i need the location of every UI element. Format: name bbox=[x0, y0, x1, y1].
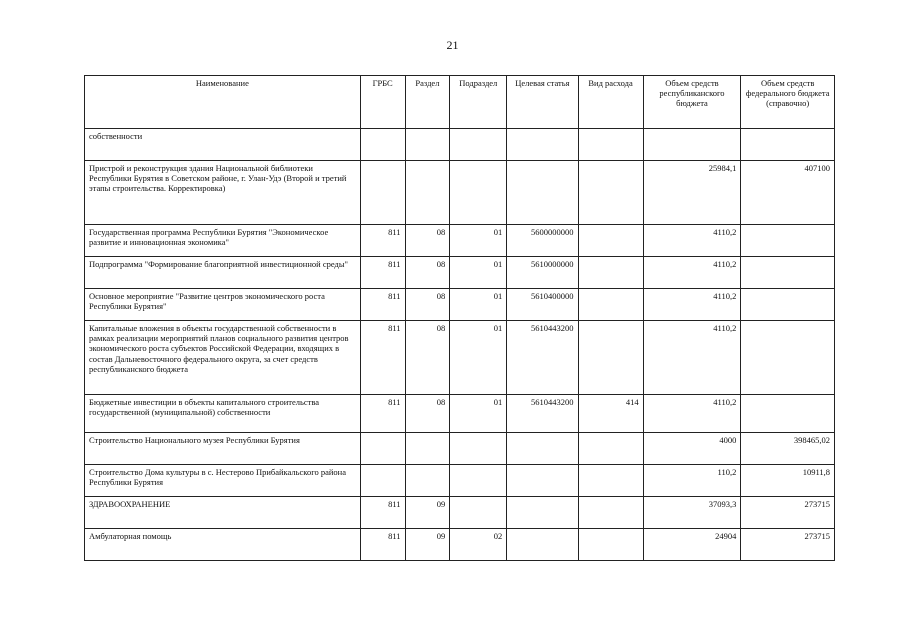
cell-target bbox=[507, 465, 578, 497]
cell-name: Амбулаторная помощь bbox=[85, 529, 361, 561]
cell-expense-type bbox=[578, 289, 643, 321]
cell-federal bbox=[741, 395, 835, 433]
cell-section bbox=[405, 465, 450, 497]
cell-name: Государственная программа Республики Бурятия "Экономическое развитие и инновационная экономика" bbox=[85, 225, 361, 257]
cell-grbs bbox=[360, 161, 405, 225]
table-row bbox=[85, 257, 835, 289]
cell-section: 08 bbox=[405, 321, 450, 395]
table-row bbox=[85, 395, 835, 433]
cell-expense-type bbox=[578, 257, 643, 289]
cell-section: 08 bbox=[405, 289, 450, 321]
cell-subsection bbox=[450, 129, 507, 161]
header-target: Целевая статья bbox=[507, 76, 578, 129]
cell-section bbox=[405, 433, 450, 465]
cell-grbs bbox=[360, 433, 405, 465]
cell-federal: 10911,8 bbox=[741, 465, 835, 497]
cell-name: Строительство Национального музея Республики Бурятия bbox=[85, 433, 361, 465]
cell-section: 08 bbox=[405, 395, 450, 433]
cell-grbs: 811 bbox=[360, 395, 405, 433]
table-row bbox=[85, 529, 835, 561]
cell-target bbox=[507, 129, 578, 161]
cell-target: 5610443200 bbox=[507, 395, 578, 433]
table-row bbox=[85, 289, 835, 321]
table-row bbox=[85, 225, 835, 257]
table-row bbox=[85, 433, 835, 465]
cell-expense-type bbox=[578, 465, 643, 497]
table-row bbox=[85, 497, 835, 529]
cell-target: 5610400000 bbox=[507, 289, 578, 321]
cell-name: Основное мероприятие "Развитие центров экономического роста Республики Бурятия" bbox=[85, 289, 361, 321]
cell-grbs: 811 bbox=[360, 321, 405, 395]
cell-target bbox=[507, 497, 578, 529]
cell-grbs: 811 bbox=[360, 225, 405, 257]
header-section: Раздел bbox=[405, 76, 450, 129]
cell-grbs: 811 bbox=[360, 257, 405, 289]
cell-section: 09 bbox=[405, 529, 450, 561]
cell-grbs bbox=[360, 129, 405, 161]
cell-subsection: 02 bbox=[450, 529, 507, 561]
cell-section bbox=[405, 161, 450, 225]
cell-subsection bbox=[450, 161, 507, 225]
table-row bbox=[85, 161, 835, 225]
cell-grbs: 811 bbox=[360, 529, 405, 561]
cell-grbs: 811 bbox=[360, 497, 405, 529]
cell-name: Бюджетные инвестиции в объекты капитального строительства государственной (муниципальной) собственности bbox=[85, 395, 361, 433]
cell-subsection bbox=[450, 465, 507, 497]
cell-federal: 273715 bbox=[741, 529, 835, 561]
cell-expense-type bbox=[578, 129, 643, 161]
cell-expense-type bbox=[578, 161, 643, 225]
cell-expense-type bbox=[578, 321, 643, 395]
table-row bbox=[85, 129, 835, 161]
cell-grbs bbox=[360, 465, 405, 497]
cell-republic: 24904 bbox=[643, 529, 741, 561]
table-row bbox=[85, 465, 835, 497]
cell-subsection: 01 bbox=[450, 225, 507, 257]
cell-republic: 4110,2 bbox=[643, 321, 741, 395]
cell-republic: 25984,1 bbox=[643, 161, 741, 225]
cell-federal: 398465,02 bbox=[741, 433, 835, 465]
cell-republic: 4000 bbox=[643, 433, 741, 465]
cell-target bbox=[507, 161, 578, 225]
cell-republic: 4110,2 bbox=[643, 257, 741, 289]
cell-federal bbox=[741, 321, 835, 395]
cell-subsection bbox=[450, 433, 507, 465]
cell-republic: 110,2 bbox=[643, 465, 741, 497]
table-header-row bbox=[85, 76, 835, 129]
header-expense-type: Вид расхода bbox=[578, 76, 643, 129]
page-number: 21 bbox=[446, 38, 459, 52]
cell-republic: 4110,2 bbox=[643, 289, 741, 321]
cell-name: Строительство Дома культуры в с. Нестерово Прибайкальского района Республики Бурятия bbox=[85, 465, 361, 497]
cell-section bbox=[405, 129, 450, 161]
header-subsection: Подраздел bbox=[450, 76, 507, 129]
cell-expense-type: 414 bbox=[578, 395, 643, 433]
cell-name: Подпрограмма "Формирование благоприятной инвестиционной среды" bbox=[85, 257, 361, 289]
cell-republic bbox=[643, 129, 741, 161]
cell-section: 09 bbox=[405, 497, 450, 529]
budget-table bbox=[84, 75, 835, 561]
cell-grbs: 811 bbox=[360, 289, 405, 321]
cell-subsection: 01 bbox=[450, 289, 507, 321]
header-federal: Объем средств федерального бюджета (справочно) bbox=[741, 76, 835, 129]
header-grbs: ГРБС bbox=[360, 76, 405, 129]
cell-target bbox=[507, 433, 578, 465]
cell-subsection: 01 bbox=[450, 395, 507, 433]
cell-target: 5610000000 bbox=[507, 257, 578, 289]
cell-federal bbox=[741, 289, 835, 321]
cell-subsection bbox=[450, 497, 507, 529]
cell-expense-type bbox=[578, 497, 643, 529]
cell-expense-type bbox=[578, 433, 643, 465]
cell-expense-type bbox=[578, 225, 643, 257]
cell-federal bbox=[741, 257, 835, 289]
cell-republic: 4110,2 bbox=[643, 395, 741, 433]
header-republic: Объем средств республиканского бюджета bbox=[643, 76, 741, 129]
cell-subsection: 01 bbox=[450, 321, 507, 395]
header-name: Наименование bbox=[85, 76, 361, 129]
cell-section: 08 bbox=[405, 225, 450, 257]
cell-target: 5610443200 bbox=[507, 321, 578, 395]
cell-federal bbox=[741, 129, 835, 161]
cell-federal: 407100 bbox=[741, 161, 835, 225]
cell-name: Пристрой и реконструкция здания Национальной библиотеки Республики Бурятия в Советском районе, г. Улан-Удэ (Второй и третий этапы строительства. Корректировка) bbox=[85, 161, 361, 225]
cell-target: 5600000000 bbox=[507, 225, 578, 257]
table-row bbox=[85, 321, 835, 395]
cell-section: 08 bbox=[405, 257, 450, 289]
cell-name: собственности bbox=[85, 129, 361, 161]
cell-federal bbox=[741, 225, 835, 257]
cell-federal: 273715 bbox=[741, 497, 835, 529]
cell-republic: 4110,2 bbox=[643, 225, 741, 257]
cell-expense-type bbox=[578, 529, 643, 561]
cell-subsection: 01 bbox=[450, 257, 507, 289]
cell-republic: 37093,3 bbox=[643, 497, 741, 529]
cell-target bbox=[507, 529, 578, 561]
cell-name: ЗДРАВООХРАНЕНИЕ bbox=[85, 497, 361, 529]
cell-name: Капитальные вложения в объекты государственной собственности в рамках реализации мероприятий планов социального развития центров экономического роста субъектов Российской Федерации, входящих в состав Дальневосточного федерального округа, за счет средств республиканского бюджета bbox=[85, 321, 361, 395]
